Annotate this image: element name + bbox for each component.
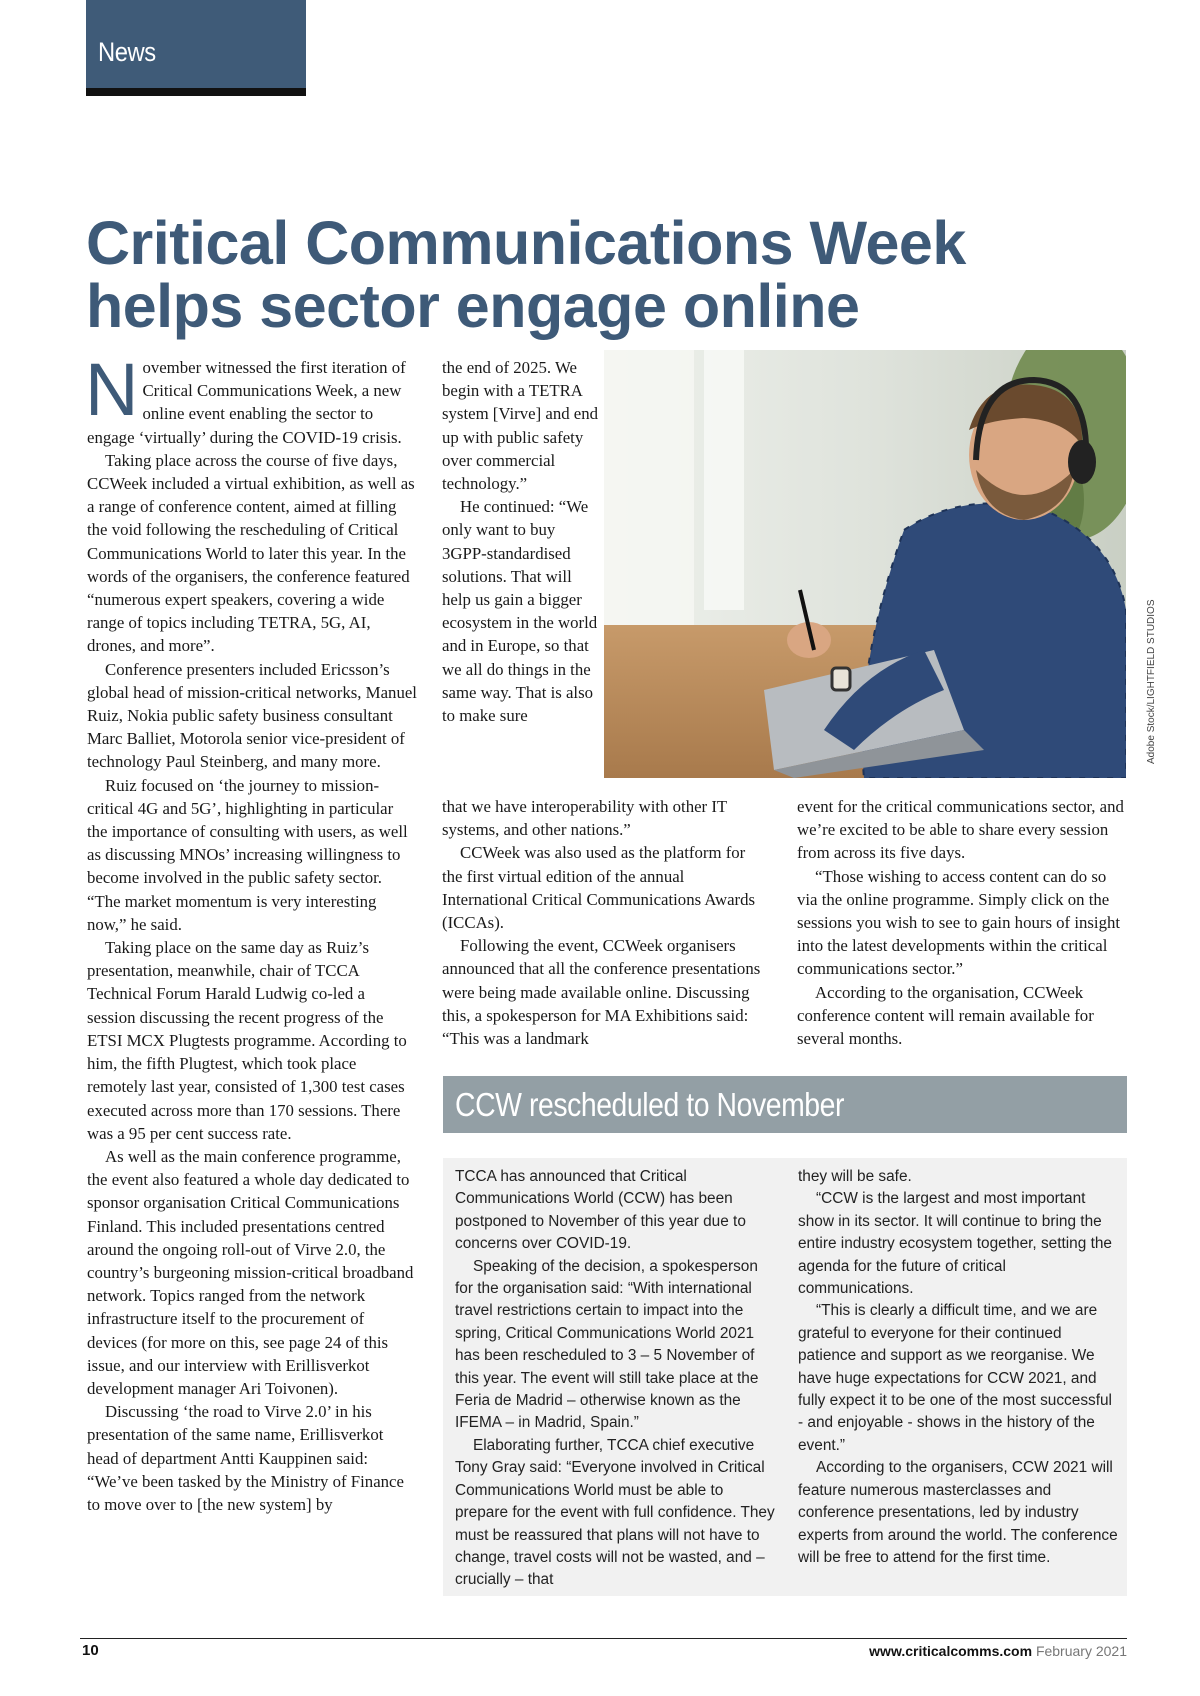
footer-info — [869, 1643, 1127, 1659]
sidebar-paragraph: TCCA has announced that Critical Communications World (CCW) has been postponed to November of this year due to concerns over COVID-19. — [455, 1168, 746, 1253]
headline-line-2: helps sector engage online — [86, 272, 860, 340]
sidebar-column-1 — [455, 1166, 775, 1592]
photo-man-headphones-laptop — [604, 350, 1126, 778]
photo-credit: Adobe Stock/LIGHTFIELD STUDIOS — [1146, 599, 1157, 764]
article-paragraph: According to the organisation, CCWeek conference content will remain available for several months. — [797, 982, 1094, 1049]
article-paragraph: CCWeek was also used as the platform for the first virtual edition of the annual International Critical Communications Awards (ICCAs). — [442, 843, 756, 933]
sidebar-box — [443, 1158, 1127, 1596]
sidebar-box-header — [443, 1076, 1127, 1133]
article-column-1 — [85, 348, 417, 1516]
article-paragraph: He continued: “We only want to buy 3GPP-standardised solutions. That will help us gain a bigger ecosystem in the world and in Europe, so that we all do things in the same way. That is also to make sure — [442, 497, 598, 726]
article-paragraph: Following the event, CCWeek organisers announced that all the conference presentations were being made available online. Discussing this, a spokesperson for MA Exhibitions said: “This was a landmark — [442, 936, 761, 1049]
sidebar-paragraph: Speaking of the decision, a spokesperson for the organisation said: “With international travel restrictions certain to impact into the spring, Critical Communications World 2021 has been rescheduled to 3 – 5 November of this year. The event will still take place at the Feria de Madrid – otherwise known as the IFEMA – in Madrid, Spain.” — [455, 1257, 759, 1432]
sidebar-paragraph: According to the organisers, CCW 2021 will feature numerous masterclasses and conference presentations, led by industry experts from around the world. The conference will be free to attend for the first time. — [798, 1459, 1118, 1566]
article-paragraph: As well as the main conference programme, the event also featured a whole day dedicated to sponsor organisation Critical Communications Finland. This included presentations centred around the ongoing roll-out of Virve 2.0, the country’s burgeoning mission-critical broadband network. Topics ranged from the network infrastructure itself to the procurement of devices (for more on this, see page 24 of this issue, and our interview with Erillisverkot development manager Ari Toivonen). — [87, 1146, 414, 1398]
article-paragraph: Ruiz focused on ‘the journey to mission-critical 4G and 5G’, highlighting in particular the importance of consulting with users, as well as discussing MNOs’ increasing willingness to become involved in the public safety sector. “The market momentum is very interesting now,” he said. — [87, 775, 408, 934]
sidebar-paragraph: “CCW is the largest and most important show in its sector. It will continue to bring the entire industry ecosystem together, setting the agenda for the future of critical communications. — [798, 1190, 1112, 1298]
section-label: News — [98, 37, 156, 67]
footer-url[interactable]: www.criticalcomms.com — [869, 1643, 1033, 1659]
article-column-2-top — [442, 356, 602, 727]
headline — [86, 209, 1136, 340]
section-tab-rule — [86, 88, 306, 96]
article-paragraph: Taking place on the same day as Ruiz’s presentation, meanwhile, chair of TCCA Technical Forum Harald Ludwig co-led a session discussing the recent progress of the ETSI MCX Plugtests programme. According to him, the fifth Plugtest, which took place remotely last year, consisted of 1,300 test cases executed across more than 170 sessions. There was a 95 per cent success rate. — [87, 938, 407, 1143]
article-paragraph: Discussing ‘the road to Virve 2.0’ in his presentation of the same name, Erillisverkot head of department Antti Kauppinen said: “We’ve been tasked by the Ministry of Finance to move over to [the new system] by — [87, 1402, 404, 1514]
footer-date: February 2021 — [1035, 1643, 1127, 1659]
sidebar-paragraph: “This is clearly a difficult time, and we are grateful to everyone for their continued patience and support as we reorganise. We have huge expectations for CCW 2021, and fully expect it to be one of the most successful - and enjoyable - shows in the history of the event.” — [798, 1302, 1112, 1454]
drop-cap: N — [85, 348, 139, 431]
article-photo — [604, 350, 1126, 778]
page-number: 10 — [82, 1642, 99, 1659]
article-paragraph: that we have interoperability with other IT systems, and other nations.” — [442, 797, 727, 840]
section-tab — [86, 0, 306, 88]
headline-line-1: Critical Communications Week — [86, 209, 966, 277]
article-column-2-bottom — [442, 795, 762, 1050]
sidebar-paragraph: they will be safe. — [798, 1168, 912, 1185]
footer-rule — [80, 1638, 1127, 1639]
sidebar-column-2 — [798, 1166, 1118, 1569]
article-paragraph: the end of 2025. We begin with a TETRA system [Virve] and end up with public safety over commercial technology.” — [442, 358, 599, 494]
article-paragraph: Conference presenters included Ericsson’s global head of mission-critical networks, Manuel Ruiz, Nokia public safety business consultant Marc Balliet, Motorola senior vice-president of technology Paul Steinberg, and many more. — [87, 659, 417, 772]
article-column-3 — [797, 795, 1127, 1050]
article-paragraph: Taking place across the course of five days, CCWeek included a virtual exhibition, as well as a range of conference content, aimed at filling the void following the rescheduling of Critical Communications World to later this year. In the words of the organisers, the conference featured “numerous expert speakers, covering a wide range of topics including TETRA, 5G, AI, drones, and more”. — [87, 450, 415, 656]
article-paragraph: “Those wishing to access content can do so via the online programme. Simply click on the sessions you wish to see to gain hours of insight into the latest developments within the critical communications sector.” — [797, 866, 1121, 979]
sidebar-paragraph: Elaborating further, TCCA chief executive Tony Gray said: “Everyone involved in Critical Communications World must be able to prepare for the event with full confidence. They must be reassured that plans will not have to change, travel costs will not be wasted, and – crucially – that — [455, 1436, 775, 1589]
article-paragraph: event for the critical communications sector, and we’re excited to be able to share every session from across its five days. — [797, 797, 1124, 863]
article-paragraph: ovember witnessed the first iteration of Critical Communications Week, a new online event enabling the sector to engage ‘virtually’ during the COVID-19 crisis. — [87, 358, 406, 447]
sidebar-box-title: CCW rescheduled to November — [455, 1086, 845, 1123]
